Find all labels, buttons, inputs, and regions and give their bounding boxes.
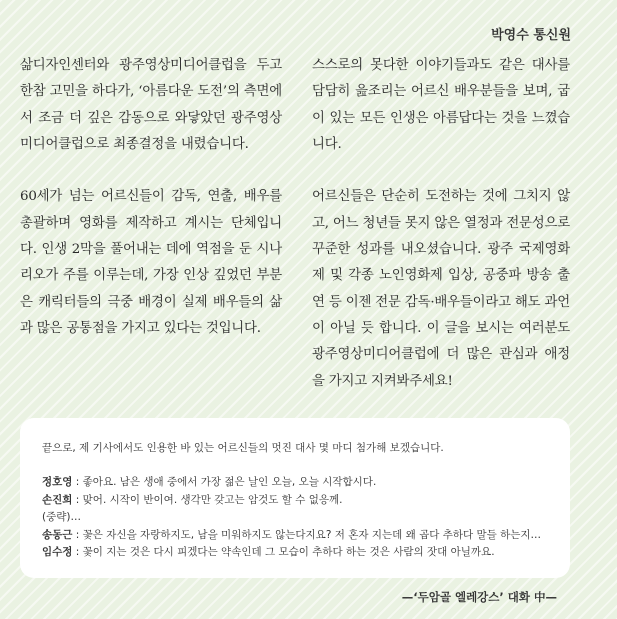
speaker-name: 송동근: [42, 528, 73, 541]
paragraph: 60세가 넘는 어르신들이 감독, 연출, 배우를 총괄하며 영화를 제작하고 계시는 단체입니다. 인생 2막을 풀어내는 데에 역점을 둔 시나리오가 주를 이루는데, 가장 인상 깊었던 부분은 캐릭터들의 극중 배경이 실제 배우들의 삶과 많은 공통점을 가지고 있다는 것입니다.: [20, 189, 282, 336]
dialogue-text: 맞어. 시작이 반이여. 생각만 갖고는 암것도 할 수 없응께.: [82, 493, 343, 506]
dialogue-line: [42, 527, 562, 545]
dialogue-text: 좋아요. 남은 생애 중에서 가장 젊은 날인 오늘, 오늘 시작합시다.: [82, 476, 377, 488]
byline: 박영수 통신원: [491, 28, 571, 43]
dialogue-text: 꽃은 자신을 자랑하지도, 남을 미워하지도 않는다지요? 저 혼자 지는데 왜 곱다 추하다 말들 하는지…: [82, 528, 542, 541]
quote-box: [20, 418, 570, 578]
quote-source: —‘두암골 엘레강스’ 대화 中—: [401, 590, 557, 604]
article-column-right: [312, 53, 570, 421]
separator: :: [72, 493, 83, 506]
paragraph: 삶디자인센터와 광주영상미디어클럽을 두고 한참 고민을 하다가, ‘아름다운 도전’의 측면에서 조금 더 깊은 감동으로 와닿았던 광주영상미디어클럽으로 최종결정을 내렸습니다.: [20, 58, 282, 152]
dialogue-line: [42, 544, 562, 562]
paragraph: 스스로의 못다한 이야기들과도 같은 대사를 담담히 읊조리는 어르신 배우분들을 보며, 굽이 있는 모든 인생은 아름답다는 것을 느꼈습니다.: [312, 58, 570, 152]
separator: :: [72, 546, 83, 558]
dialogue-text: (중략)…: [42, 511, 81, 523]
speaker-name: 손진희: [42, 493, 73, 506]
dialogue-text: 꽃이 지는 것은 다시 피겠다는 약속인데 그 모습이 추하다 하는 것은 사람의 잣대 아닐까요.: [82, 546, 495, 558]
dialogue-line: [42, 492, 562, 510]
article-column-left: [20, 53, 282, 369]
dialogue-line: [42, 509, 562, 527]
separator: :: [72, 528, 83, 541]
speaker-name: 정호영: [42, 476, 73, 488]
separator: :: [72, 476, 83, 488]
dialogue-list: [42, 474, 562, 562]
dialogue-line: [42, 474, 562, 492]
quote-intro: 끝으로, 제 기사에서도 인용한 바 있는 어르신들의 멋진 대사 몇 마디 첨가해 보겠습니다.: [42, 442, 444, 454]
paragraph: 어르신들은 단순히 도전하는 것에 그치지 않고, 어느 청년들 못지 않은 열정과 전문성으로 꾸준한 성과를 내오셨습니다. 광주 국제영화제 및 각종 노인영화제 입상, 공중파 방송 출연 등 이젠 전문 감독·배우들이라고 해도 과언이 아닐 듯 합니다. 이 글을 보시는 여러분도 광주영상미디어클럽에 더 많은 관심과 애정을 가지고 지켜봐주세요!: [312, 189, 570, 389]
speaker-name: 임수정: [42, 546, 73, 558]
